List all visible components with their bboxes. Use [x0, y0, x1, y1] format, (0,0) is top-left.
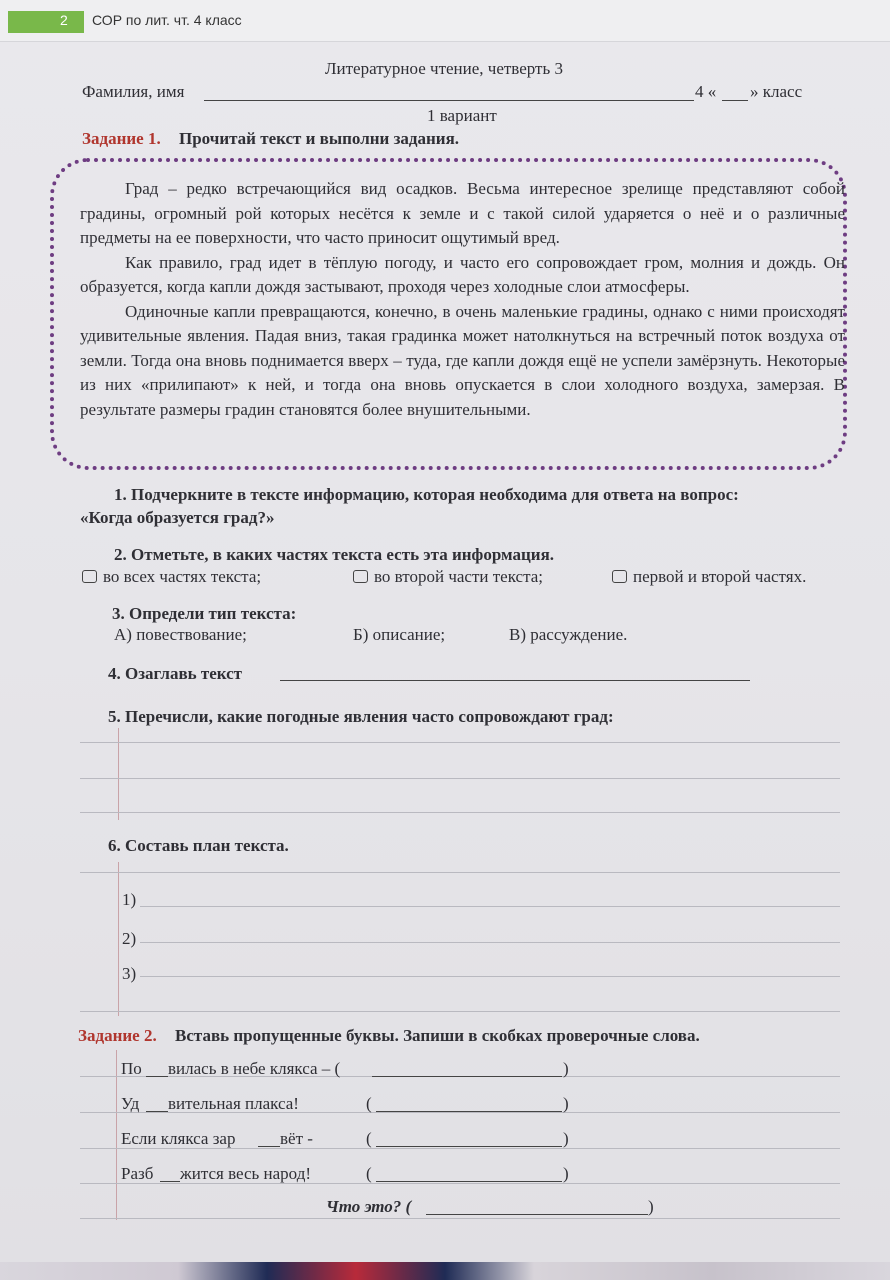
viewer-header: [0, 0, 890, 42]
margin-line: [118, 862, 119, 1016]
bracket-open: (: [366, 1129, 372, 1148]
plan-item-2: 2): [122, 929, 137, 948]
check-word-field-4[interactable]: [376, 1181, 562, 1182]
plan-line-2[interactable]: [140, 942, 840, 943]
reading-text: [80, 177, 845, 422]
question-1: 1. Подчеркните в тексте информацию, которая необходима для ответа на вопрос:: [114, 485, 739, 504]
bracket-open: (: [366, 1094, 372, 1113]
document-title: СОР по лит. чт. 4 класс: [92, 12, 242, 28]
word-3-end: вёт -: [280, 1129, 313, 1148]
word-1-start: По: [121, 1059, 142, 1078]
task2-label: Задание 2.: [78, 1026, 157, 1045]
question-2: 2. Отметьте, в каких частях текста есть эта информация.: [114, 545, 555, 564]
check-word-field-1[interactable]: [372, 1076, 562, 1077]
option-all-parts[interactable]: [82, 567, 261, 587]
page-badge: [8, 11, 84, 33]
plan-item-1: 1): [122, 890, 137, 909]
letter-blank-3[interactable]: [258, 1146, 280, 1147]
page-number: 2: [60, 12, 68, 28]
question-1-ask: «Когда образуется град?»: [80, 508, 275, 527]
title-answer-line[interactable]: [280, 680, 750, 681]
answer-rule[interactable]: [80, 778, 840, 779]
bracket-close: ): [563, 1164, 569, 1183]
letter-blank-2[interactable]: [146, 1111, 168, 1112]
plan-line-1[interactable]: [140, 906, 840, 907]
riddle-question: Что это? (: [326, 1197, 412, 1216]
subject-title: Литературное чтение, четверть 3: [325, 59, 563, 78]
option-label: первой и второй частях.: [633, 567, 807, 586]
answer-a[interactable]: А) повествование;: [114, 625, 247, 644]
check-word-field-3[interactable]: [376, 1146, 562, 1147]
question-6: 6. Составь план текста.: [108, 836, 289, 855]
plan-item-3: 3): [122, 964, 137, 983]
checkbox[interactable]: [82, 570, 97, 583]
paragraph-3: Одиночные капли превращаются, конечно, в очень маленькие градины, однако с ними происходят удивительные явления. Падая вниз, такая градинка может натолкнуться на встречный поток воздуха от земли. Тогда она вновь поднимается вверх – туда, где капли дождя ещё не успели замёрзнуть. Некоторые из них «прилипают» к ней, и тогда она вновь опускается в слои холодного воздуха, замерзая. В результате размеры градин становятся более внушительными.: [80, 301, 845, 419]
option-first-second[interactable]: [612, 567, 806, 587]
rule: [80, 1218, 840, 1219]
checkbox[interactable]: [612, 570, 627, 583]
answer-rule[interactable]: [80, 812, 840, 813]
word-1-end: вилась в небе клякса – (: [168, 1059, 341, 1078]
riddle-bracket-close: ): [648, 1197, 654, 1216]
question-4: 4. Озаглавь текст: [108, 664, 243, 683]
answer-c[interactable]: В) рассуждение.: [509, 625, 628, 644]
word-4-end: жится весь народ!: [180, 1164, 312, 1183]
variant-label: 1 вариант: [427, 106, 497, 125]
checkbox[interactable]: [353, 570, 368, 583]
task2-instruction: Вставь пропущенные буквы. Запиши в скобках проверочные слова.: [175, 1026, 700, 1045]
class-field-line[interactable]: [722, 100, 748, 101]
task1-label: Задание 1.: [82, 129, 161, 148]
plan-line-3[interactable]: [140, 976, 840, 977]
word-4-start: Разб: [121, 1164, 154, 1183]
word-2-start: Уд: [121, 1094, 140, 1113]
check-word-field-2[interactable]: [376, 1111, 562, 1112]
name-field-line[interactable]: [204, 100, 694, 101]
answer-rule[interactable]: [80, 742, 840, 743]
option-label: во всех частях текста;: [103, 567, 262, 586]
bracket-open: (: [366, 1164, 372, 1183]
option-second-part[interactable]: [353, 567, 543, 587]
task1-instruction: Прочитай текст и выполни задания.: [179, 129, 460, 148]
paragraph-2: Как правило, град идет в тёплую погоду, и часто его сопровождает гром, молния и дождь. Он образуется, когда капли дождя застывают, проходя через холодные слои атмосферы.: [80, 252, 845, 296]
class-suffix: » класс: [750, 82, 803, 101]
plan-rule: [80, 872, 840, 873]
class-prefix: 4 «: [695, 82, 717, 101]
option-label: во второй части текста;: [374, 567, 543, 586]
riddle-answer-field[interactable]: [426, 1214, 648, 1215]
bracket-close: ): [563, 1094, 569, 1113]
word-2-end: вительная плакса!: [168, 1094, 299, 1113]
name-label: Фамилия, имя: [82, 82, 185, 101]
question-5: 5. Перечисли, какие погодные явления часто сопровождают град:: [108, 707, 614, 726]
letter-blank-1[interactable]: [146, 1076, 168, 1077]
letter-blank-4[interactable]: [160, 1181, 180, 1182]
question-3: 3. Определи тип текста:: [112, 604, 297, 623]
word-3-start: Если клякса зар: [121, 1129, 236, 1148]
plan-rule: [80, 1011, 840, 1012]
bracket-close: ): [563, 1059, 569, 1078]
bracket-close: ): [563, 1129, 569, 1148]
answer-b[interactable]: Б) описание;: [353, 625, 446, 644]
paragraph-1: Град – редко встречающийся вид осадков. Весьма интересное зрелище представляют собой градины, огромный рой которых несётся к земле и с такой силой ударяется о неё и о различные предметы на ее поверхности, что часто приносит ощутимый вред.: [80, 179, 845, 247]
background-strip: [0, 1262, 890, 1280]
